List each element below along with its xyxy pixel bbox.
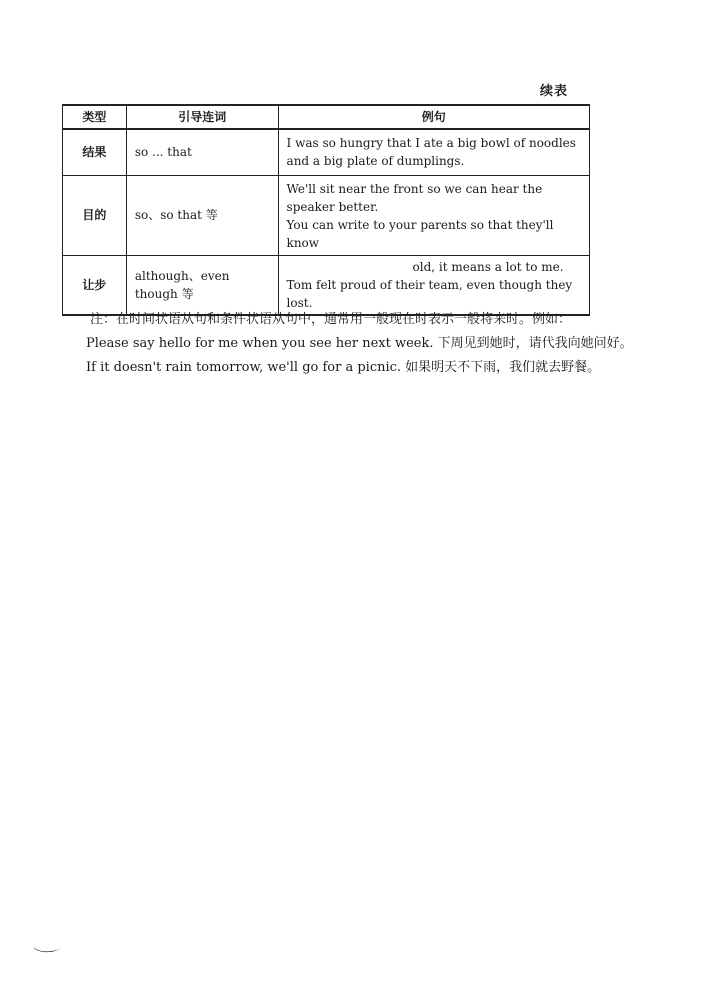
- row-examples: [278, 129, 589, 175]
- note-line: 注：在时间状语从句和条件状语从句中，通常用一般现在时表示一般将来时。例如：: [90, 312, 572, 327]
- example-sentence: I was so hungry that I ate a big bowl of noodles and a big plate of dumplings.: [286, 136, 576, 169]
- header-conjunctions: 引导连词: [126, 105, 278, 129]
- adverbial-clause-table: [62, 104, 590, 316]
- row-type: 让步: [63, 255, 127, 315]
- row-examples: [278, 255, 589, 315]
- example-sentence: old, it means a lot to me.: [412, 259, 564, 274]
- row-conjunctions: so ... that: [126, 129, 278, 175]
- example-sentence: Tom felt proud of their team, even though they lost.: [286, 277, 573, 310]
- ink-smudge-mark: [32, 944, 62, 954]
- row-type: 目的: [63, 175, 127, 255]
- table-row: [63, 129, 590, 175]
- row-conjunctions: so、so that 等: [126, 175, 278, 255]
- header-examples: 例句: [278, 105, 589, 129]
- example-sentence: You can write to your parents so that they'll know: [286, 217, 554, 250]
- example-sentence: We'll sit near the front so we can hear the speaker better.: [286, 181, 543, 214]
- note-example-line: Please say hello for me when you see her next week. 下周见到她时，请代我向她问好。: [86, 336, 633, 351]
- row-examples: [278, 175, 589, 255]
- header-type: 类型: [63, 105, 127, 129]
- grammar-note: [86, 308, 633, 380]
- row-conjunctions: although、even though 等: [126, 255, 278, 315]
- continued-label: 续表: [540, 84, 569, 99]
- row-type: 结果: [63, 129, 127, 175]
- table-row: [63, 255, 590, 315]
- table-row: [63, 175, 590, 255]
- note-example-line: If it doesn't rain tomorrow, we'll go for a picnic. 如果明天不下雨，我们就去野餐。: [86, 360, 601, 375]
- table-header-row: [63, 105, 590, 129]
